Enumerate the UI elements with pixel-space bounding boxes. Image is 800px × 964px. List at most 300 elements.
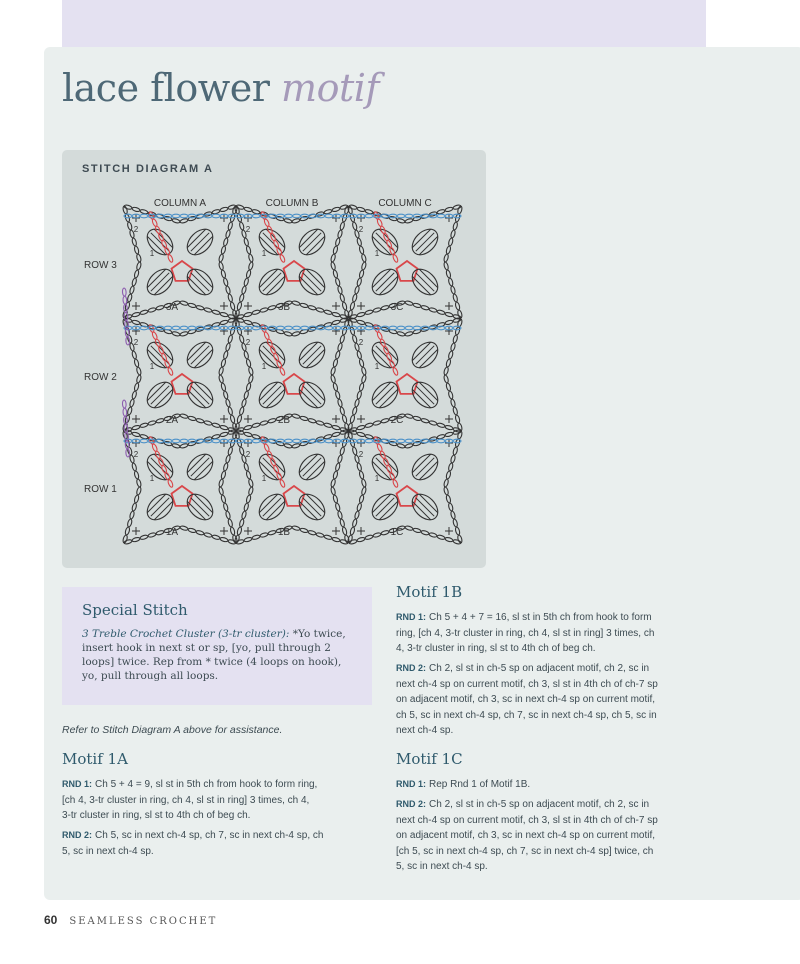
chain-stitch [448, 238, 454, 247]
chain-stitch [239, 407, 245, 416]
chain-stitch [284, 443, 293, 449]
chain-stitch [397, 218, 406, 224]
chain-stitch [127, 407, 133, 416]
motif-1c-rnd2 [396, 797, 658, 875]
chain-stitch [212, 534, 221, 540]
rnd-line: on adjacent motif, ch 3, sc in next ch-4 sp on current motif, [396, 694, 656, 705]
chain-stitch [172, 214, 180, 218]
chain-stitch [341, 439, 349, 443]
step-label: 1 [149, 474, 155, 483]
chain-stitch [437, 534, 446, 540]
chain-stitch [446, 270, 452, 279]
step-label: 2 [358, 225, 364, 234]
chain-stitch [284, 326, 292, 330]
chain-segment [347, 262, 366, 319]
special-stitch-term: 3 Treble Crochet Cluster (3-tr cluster): [82, 628, 290, 640]
chain-stitch [172, 443, 181, 449]
chain-segment [122, 487, 141, 544]
chain-stitch [352, 335, 358, 344]
chain-stitch [212, 439, 220, 443]
cell-label: 1A [165, 527, 179, 538]
chain-stitch [352, 222, 358, 231]
chain-stitch [308, 418, 317, 424]
chain-stitch [125, 441, 129, 449]
chain-stitch [131, 278, 137, 287]
single-crochet-mark [445, 327, 453, 335]
chain-segment [443, 262, 462, 319]
rnd-line: Ch 5 + 4 = 9, sl st in 5th ch from hook to form ring, [95, 779, 318, 790]
chain-stitch [365, 309, 374, 315]
chain-stitch [448, 278, 454, 287]
chain-stitch [140, 326, 148, 330]
tr-cluster [294, 377, 329, 412]
chain-stitch [389, 326, 397, 330]
chain-stitch [131, 391, 137, 400]
chain-stitch [243, 278, 249, 287]
chain-stitch [260, 532, 269, 538]
cell-label: 2A [165, 415, 179, 426]
chain-stitch [204, 532, 213, 538]
chain-stitch [204, 420, 213, 426]
chain-stitch [413, 416, 422, 422]
chain-stitch [443, 254, 449, 263]
chain-stitch [279, 367, 286, 376]
chain-stitch [132, 425, 141, 431]
chain-stitch [359, 471, 365, 480]
chain-stitch [356, 278, 362, 287]
chain-stitch [361, 375, 367, 384]
chain-segment [292, 413, 349, 432]
chain-stitch [397, 214, 405, 218]
chain-stitch [341, 214, 349, 218]
chain-stitch [225, 399, 231, 408]
chain-stitch [316, 420, 325, 426]
chain-stitch [413, 528, 422, 534]
chain-stitch [333, 439, 341, 443]
chain-stitch [131, 351, 137, 360]
chain-stitch [317, 326, 325, 330]
chain-stitch [244, 320, 253, 326]
chain-stitch [136, 367, 142, 376]
chain-stitch [333, 270, 339, 279]
chain-stitch [292, 300, 301, 306]
chain-stitch [136, 479, 142, 488]
chain-stitch [129, 511, 135, 520]
tr-cluster [407, 377, 442, 412]
single-crochet-mark [132, 302, 140, 310]
step-label: 1 [374, 362, 380, 371]
chain-stitch [421, 530, 430, 536]
chain-stitch [359, 495, 365, 504]
chain-stitch [220, 320, 229, 326]
chain-stitch [156, 530, 165, 536]
single-crochet-mark [445, 302, 453, 310]
chain-stitch [339, 222, 345, 231]
rnd-line: 5, sc in next ch-4 sp. [396, 861, 488, 872]
chain-stitch [455, 302, 461, 311]
chain-stitch [239, 335, 245, 344]
chain-stitch [452, 222, 458, 231]
rnd-line: Ch 5 + 4 + 7 = 16, sl st in 5th ch from hook to form [429, 612, 652, 623]
joining-chain [124, 214, 236, 218]
chain-stitch [337, 343, 343, 352]
chain-stitch [340, 204, 349, 210]
rnd-line: Ch 5, sc in next ch-4 sp, ch 7, sc in next ch-4 sp, ch [95, 830, 324, 841]
rnd-line: on adjacent motif, ch 3, sc in next ch-4 sp on current motif, [396, 830, 656, 841]
chain-stitch [244, 432, 253, 438]
chain-stitch [443, 375, 449, 384]
column-label: COLUMN A [153, 198, 207, 209]
chain-stitch [448, 463, 454, 472]
chain-stitch [337, 511, 343, 520]
chain-stitch [357, 312, 366, 318]
single-crochet-mark [132, 327, 140, 335]
chain-stitch [333, 326, 341, 330]
chain-stitch [134, 471, 140, 480]
chain-stitch [225, 511, 231, 520]
joining-chain [349, 439, 461, 443]
chain-stitch [452, 519, 458, 528]
chain-stitch [397, 326, 405, 330]
chain-stitch [301, 214, 309, 218]
chain-stitch [340, 317, 349, 323]
chain-stitch [450, 230, 456, 239]
step-label: 2 [358, 450, 364, 459]
chain-stitch [220, 425, 229, 431]
chain-stitch [252, 422, 261, 428]
chain-stitch [453, 539, 462, 545]
chain-stitch [218, 254, 224, 263]
page-footer [44, 913, 217, 927]
chain-stitch [392, 479, 399, 488]
cell-label: 1C [390, 527, 404, 538]
chain-stitch [284, 214, 292, 218]
chain-stitch [230, 327, 236, 336]
chain-stitch [225, 343, 231, 352]
chain-stitch [248, 254, 254, 263]
chain-stitch [350, 415, 356, 424]
chain-stitch [330, 479, 336, 488]
chain-stitch [356, 463, 362, 472]
cell-label: 3C [390, 302, 404, 313]
chain-segment [234, 262, 253, 319]
chain-stitch [373, 532, 382, 538]
single-crochet-mark [220, 302, 228, 310]
chain-stitch [246, 270, 252, 279]
chain-segment [180, 525, 237, 544]
chain-stitch [330, 487, 336, 496]
chain-stitch [167, 479, 174, 488]
chain-stitch [342, 415, 348, 424]
refer-note: Refer to Stitch Diagram A above for assistance. [62, 724, 283, 736]
chain-stitch [356, 238, 362, 247]
chain-stitch [429, 420, 438, 426]
chain-stitch [140, 534, 149, 540]
chain-stitch [188, 326, 196, 330]
chain-stitch [276, 326, 284, 330]
chain-stitch [140, 422, 149, 428]
chain-stitch [347, 535, 353, 544]
rnd-line: ch 5, sc in next ch-4 sp, ch 7, sc in next ch-4 sp, ch 5, sc in [396, 709, 657, 721]
chain-stitch [239, 519, 245, 528]
page-title [62, 66, 379, 110]
chain-stitch [127, 222, 133, 231]
chain-stitch [148, 307, 157, 313]
rnd-line: 4, 3-tr cluster in ring, sl st to 4th ch of beg ch. [396, 643, 596, 654]
title-accent: motif [281, 66, 379, 110]
chain-stitch [359, 359, 365, 368]
chain-stitch [361, 487, 367, 496]
chain-stitch [220, 312, 229, 318]
chain-stitch [292, 331, 301, 337]
rnd-line: next ch-4 sp. [396, 725, 454, 736]
page-number: 60 [44, 913, 58, 927]
chain-stitch [188, 528, 197, 534]
single-crochet-mark [220, 527, 228, 535]
chain-stitch [342, 302, 348, 311]
step-label: 2 [358, 338, 364, 347]
chain-stitch [225, 286, 231, 295]
chain-stitch [381, 530, 390, 536]
chain-stitch [448, 351, 454, 360]
column-label: COLUMN B [265, 198, 319, 209]
chain-segment [234, 487, 253, 544]
cell-label: 1B [277, 527, 291, 538]
chain-stitch [332, 312, 341, 318]
chain-stitch [308, 530, 317, 536]
motif-1b-heading: Motif 1B [396, 583, 463, 601]
chain-stitch [352, 447, 358, 456]
rnd-line: next ch-4 sp on current motif, ch 3, sl st in 4th ch of ch-7 sp [396, 678, 658, 690]
chain-stitch [332, 425, 341, 431]
chain-stitch [134, 383, 140, 392]
chain-stitch [421, 418, 430, 424]
chain-stitch [246, 359, 252, 368]
chain-stitch [180, 331, 189, 337]
chain-stitch [350, 527, 356, 536]
motif-1b-rnd2 [396, 661, 658, 739]
chain-stitch [455, 327, 461, 336]
rnd-line: 5, sc in next ch-4 sp. [62, 845, 154, 857]
chain-stitch [248, 375, 254, 384]
chain-stitch [324, 309, 333, 315]
top-accent-band [62, 0, 706, 47]
chain-stitch [429, 532, 438, 538]
chain-stitch [243, 238, 249, 247]
stitch-diagram-drawing [62, 150, 486, 568]
chain-stitch [268, 530, 277, 536]
joining-chain [349, 326, 461, 330]
chain-stitch [225, 230, 231, 239]
chain-stitch [350, 327, 356, 336]
chain-stitch [246, 471, 252, 480]
chain-stitch [405, 525, 414, 531]
rnd-line: Ch 2, sl st in ch-5 sp on adjacent motif, ch 2, sc in [429, 663, 650, 674]
chain-stitch [223, 463, 229, 472]
chain-segment [218, 487, 237, 544]
chain-stitch [237, 302, 243, 311]
tr-cluster [294, 337, 329, 372]
chain-stitch [164, 441, 173, 447]
chain-stitch [129, 286, 135, 295]
chain-stitch [134, 246, 140, 255]
chain-stitch [237, 527, 243, 536]
chain-stitch [246, 495, 252, 504]
chain-stitch [230, 527, 236, 536]
chain-stitch [450, 343, 456, 352]
chain-stitch [180, 525, 189, 531]
chain-stitch [241, 399, 247, 408]
chain-stitch [140, 439, 148, 443]
chain-stitch [448, 503, 454, 512]
chain-stitch [221, 383, 227, 392]
chain-stitch [405, 331, 414, 337]
chain-stitch [134, 270, 140, 279]
rnd-line: Ch 2, sl st in ch-5 sp on adjacent motif, ch 2, sc in [429, 799, 650, 810]
chain-stitch [221, 270, 227, 279]
rnd-label: RND 1: [396, 779, 427, 789]
step-label: 1 [149, 249, 155, 258]
chain-stitch [339, 407, 345, 416]
chain-stitch [136, 487, 142, 496]
chain-stitch [381, 418, 390, 424]
rnd-line: next ch-4 sp on current motif, ch 3, sl st in 4th ch of ch-7 sp [396, 814, 658, 826]
rnd-label: RND 2: [62, 830, 93, 840]
chain-stitch [221, 495, 227, 504]
chain-stitch [337, 399, 343, 408]
tr-cluster [294, 449, 329, 484]
chain-stitch [337, 286, 343, 295]
chain-stitch [223, 351, 229, 360]
chain-stitch [446, 359, 452, 368]
tr-cluster [182, 489, 217, 524]
chain-stitch [330, 367, 336, 376]
chain-stitch [284, 331, 293, 337]
motif-1c-rnd1 [396, 777, 530, 793]
step-label: 1 [261, 249, 267, 258]
chain-stitch [212, 326, 220, 330]
step-label: 2 [133, 338, 139, 347]
chain-stitch [221, 471, 227, 480]
chain-stitch [172, 218, 181, 224]
chain-stitch [450, 399, 456, 408]
chain-stitch [223, 238, 229, 247]
chain-stitch [293, 214, 301, 218]
chain-stitch [223, 503, 229, 512]
chain-stitch [148, 420, 157, 426]
chain-stitch [252, 326, 260, 330]
chain-stitch [392, 367, 399, 376]
chain-stitch [445, 537, 454, 543]
chain-stitch [132, 320, 141, 326]
chain-stitch [333, 214, 341, 218]
chain-stitch [332, 432, 341, 438]
chain-stitch [243, 503, 249, 512]
chain-stitch [140, 214, 148, 218]
motif-1c-heading: Motif 1C [396, 750, 463, 768]
chain-stitch [337, 455, 343, 464]
chain-stitch [445, 207, 454, 213]
rnd-label: RND 2: [396, 663, 427, 673]
stitch-diagram [62, 150, 486, 568]
chain-stitch [180, 443, 189, 449]
chain-stitch [180, 214, 188, 218]
chain-stitch [300, 303, 309, 309]
step-label: 2 [245, 450, 251, 459]
row-label: ROW 1 [84, 484, 117, 495]
chain-stitch [227, 222, 233, 231]
chain-segment [330, 487, 349, 544]
special-stitch-text: *Yo twice, insert hook in next st or sp, [yo, pull through 2 loops] twice. Rep from * twice (4 loops on hook), yo, pull through all loops. [82, 628, 346, 682]
chain-segment [292, 525, 349, 544]
chain-stitch [445, 312, 454, 318]
tr-cluster [407, 337, 442, 372]
chain-stitch [180, 218, 189, 224]
chain-stitch [356, 503, 362, 512]
chain-stitch [300, 416, 309, 422]
chain-stitch [452, 407, 458, 416]
chain-stitch [347, 206, 353, 215]
chain-stitch [227, 519, 233, 528]
chain-segment [122, 375, 141, 432]
chain-stitch [448, 391, 454, 400]
chain-stitch [292, 443, 301, 449]
chain-stitch [156, 418, 165, 424]
chain-stitch [252, 439, 260, 443]
chain-stitch [354, 511, 360, 520]
chain-stitch [180, 300, 189, 306]
chain-stitch [148, 532, 157, 538]
single-crochet-mark [357, 327, 365, 335]
cell-label: 3B [277, 302, 291, 313]
chain-stitch [218, 487, 224, 496]
chain-segment [405, 300, 462, 319]
chain-stitch [450, 511, 456, 520]
chain-stitch [342, 527, 348, 536]
chain-stitch [248, 487, 254, 496]
chain-stitch [156, 305, 165, 311]
joining-chain [124, 326, 236, 330]
chain-segment [180, 300, 237, 319]
chain-stitch [445, 432, 454, 438]
chain-stitch [325, 214, 333, 218]
chain-stitch [316, 307, 325, 313]
chain-stitch [172, 331, 181, 337]
chain-stitch [188, 216, 197, 222]
chain-stitch [389, 216, 398, 222]
chain-stitch [421, 305, 430, 311]
chain-stitch [212, 214, 220, 218]
step-label: 2 [133, 450, 139, 459]
step-label: 2 [133, 225, 139, 234]
chain-stitch [405, 439, 413, 443]
rnd-label: RND 1: [62, 779, 93, 789]
chain-stitch [268, 418, 277, 424]
chain-stitch [445, 425, 454, 431]
special-stitch-box [62, 587, 372, 705]
chain-stitch [300, 528, 309, 534]
single-crochet-mark [357, 415, 365, 423]
chain-stitch [452, 294, 458, 303]
chain-stitch [357, 537, 366, 543]
chain-segment [347, 375, 366, 432]
chain-stitch [227, 447, 233, 456]
single-crochet-mark [332, 302, 340, 310]
chain-stitch [136, 254, 142, 263]
chain-stitch [352, 294, 358, 303]
chain-segment [405, 525, 462, 544]
chain-stitch [405, 326, 413, 330]
